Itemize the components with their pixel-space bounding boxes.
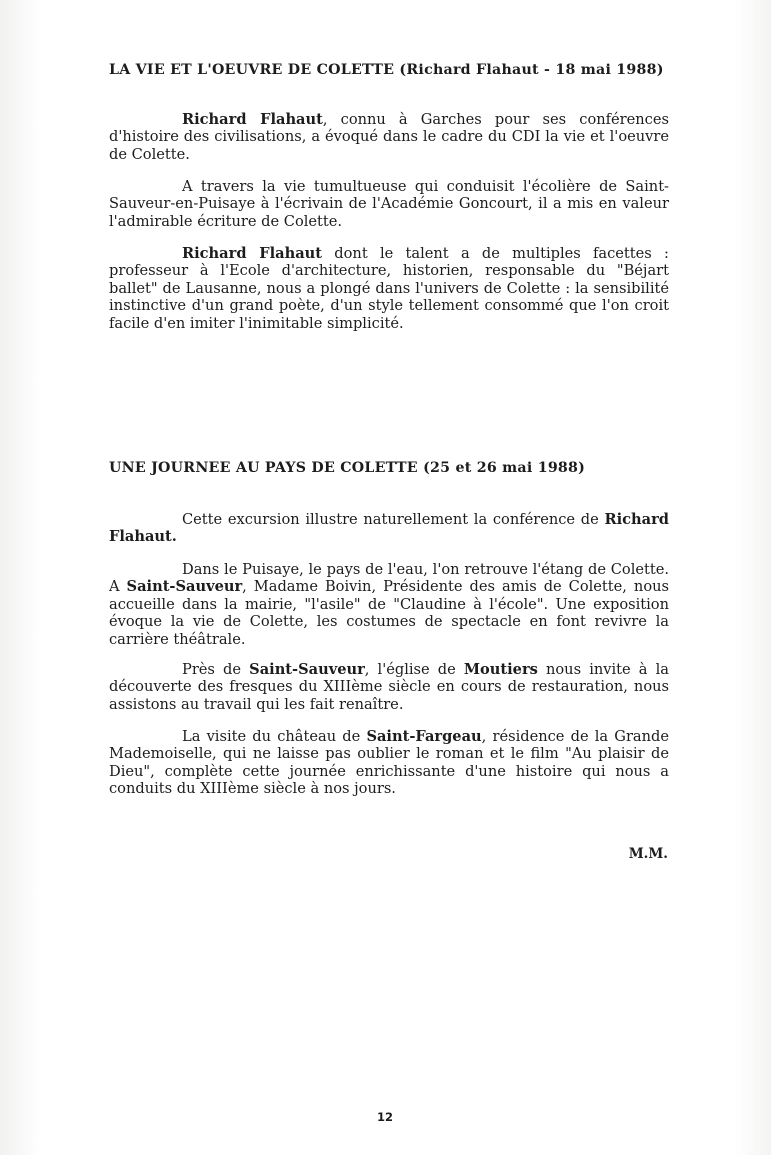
section2-p3-t2: , l'église de: [364, 661, 464, 678]
section1-paragraph-2: [109, 178, 669, 230]
section1-p1-name: Richard Flahaut: [182, 111, 323, 128]
section1-title: LA VIE ET L'OEUVRE DE COLETTE: [109, 62, 395, 78]
section2-paragraph-1: [109, 511, 669, 546]
section2-p1-name: Richard Flahaut.: [109, 511, 669, 546]
section1-p1-text: , connu à Garches pour ses conférences d'histoire des civilisations, a évoqué dans le cadre du CDI la vie et l'oeuvre de Colette.: [109, 111, 669, 163]
section1-subtitle: (Richard Flahaut - 18 mai 1988): [399, 62, 664, 78]
section2-title: UNE JOURNEE AU PAYS DE COLETTE: [109, 460, 418, 476]
section2-heading: [109, 459, 669, 477]
section2-p3-b1: Saint-Sauveur: [249, 661, 365, 678]
section2-p1-text: Cette excursion illustre naturellement la conférence de: [182, 511, 605, 528]
section1-p3-text: dont le talent a de multiples facettes : professeur à l'Ecole d'architecture, historien, responsable du "Béjart ballet" de Lausanne, nous a plongé dans l'univers de Colette : la sensibilité instinctive d'un grand poète, d'un style tellement consommé que l'on croit facile d'en imiter l'inimitable simplicité.: [109, 245, 669, 332]
section1-paragraph-1: [109, 111, 669, 163]
section2-paragraph-2: [109, 561, 669, 648]
section2-p3-b2: Moutiers: [463, 661, 538, 678]
section1-p2-text: A travers la vie tumultueuse qui conduisit l'écolière de Saint-Sauveur-en-Puisaye à l'écrivain de l'Académie Goncourt, il a mis en valeur l'admirable écriture de Colette.: [109, 178, 669, 230]
section2-p2-b1: Saint-Sauveur: [126, 578, 243, 596]
section2-p2-t1: Dans le Puisaye, le pays de l'eau, l'on retrouve l'étang de Colette. A: [109, 561, 669, 596]
section2-p3-t1: Près de: [182, 661, 250, 678]
section1-p3-name: Richard Flahaut: [182, 245, 323, 262]
section2-paragraph-4: [109, 728, 669, 798]
section2-p4-b1: Saint-Fargeau: [366, 728, 482, 745]
page-number: 12: [376, 1110, 393, 1124]
section2-p4-t1: La visite du château de: [182, 728, 367, 745]
section2-p3-t3: nous invite à la découverte des fresques du XIIIème siècle en cours de restauration, nous assistons au travail qui les fait renaître.: [109, 661, 669, 713]
section2-paragraph-3: [109, 661, 669, 713]
section1-paragraph-3: [109, 245, 669, 332]
section2-p2-t2: , Madame Boivin, Présidente des amis de Colette, nous accueille dans la mairie, "l'asile" de "Claudine à l'école". Une exposition évoque la vie de Colette, les costumes de spectacle en font revivre la carrière théâtrale.: [109, 578, 670, 648]
section1-heading: [109, 61, 669, 79]
signature: M.M.: [628, 846, 668, 862]
section2-subtitle: (25 et 26 mai 1988): [423, 460, 586, 476]
section2-p4-t2: , résidence de la Grande Mademoiselle, qui ne laisse pas oublier le roman et le film "Au plaisir de Dieu", complète cette journée enrichissante d'une histoire qui nous a conduits du XIIIème siècle à nos jours.: [109, 728, 670, 798]
